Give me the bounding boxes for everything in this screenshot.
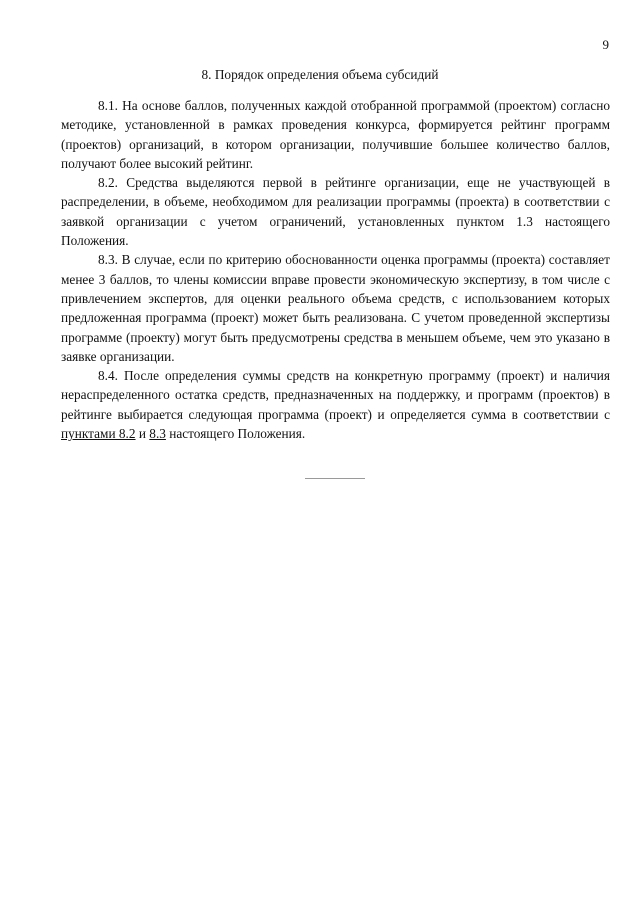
end-divider bbox=[305, 478, 365, 479]
paragraph-8-2: 8.2. Средства выделяются первой в рейтинге организации, еще не участвующей в распределении, в объеме, необходимом для реализации программы (проекта) в соответствии с заявкой организации с учетом ограничений, установленных пунктом 1.3 настоящего Положения. bbox=[61, 175, 610, 249]
paragraph-8-3: 8.3. В случае, если по критерию обоснованности оценка программы (проекта) составляет менее 3 баллов, то члены комиссии вправе провести экономическую экспертизу, в том числе с привлечением экспертов, для оценки реального объема средств, с использованием которых предложенная программа (проект) может быть реализована. С учетом проведенной экспертизы программе (проекту) могут быть предусмотрены средства в меньшем объеме, чем это указано в заявке организации. bbox=[61, 252, 610, 364]
page-number: 9 bbox=[602, 37, 609, 52]
link-clause-8-2[interactable]: пунктами 8.2 bbox=[61, 426, 136, 442]
paragraph-8-4-conjunction: и bbox=[135, 426, 150, 442]
document-body bbox=[61, 96, 610, 443]
section-title: 8. Порядок определения объема субсидий bbox=[201, 67, 439, 82]
link-clause-8-3[interactable]: 8.3 bbox=[149, 426, 166, 442]
paragraph-8-4-text-end: настоящего Положения. bbox=[165, 426, 306, 442]
paragraph-8-4 bbox=[61, 366, 610, 443]
paragraph-8-1: 8.1. На основе баллов, полученных каждой отобранной программой (проектом) согласно методике, установленной в рамках проведения конкурса, формируется рейтинг программ (проектов) организаций, в котором организации, получившие большее количество баллов, получают более высокий рейтинг. bbox=[61, 98, 610, 171]
paragraph-8-4-text-start: 8.4. После определения суммы средств на конкретную программу (проект) и наличия нераспределенного остатка средств, предназначенных на поддержку, и программ (проектов) в рейтинге выбирается следующая программа (проект) и определяется сумма в соответствии с bbox=[61, 368, 610, 422]
